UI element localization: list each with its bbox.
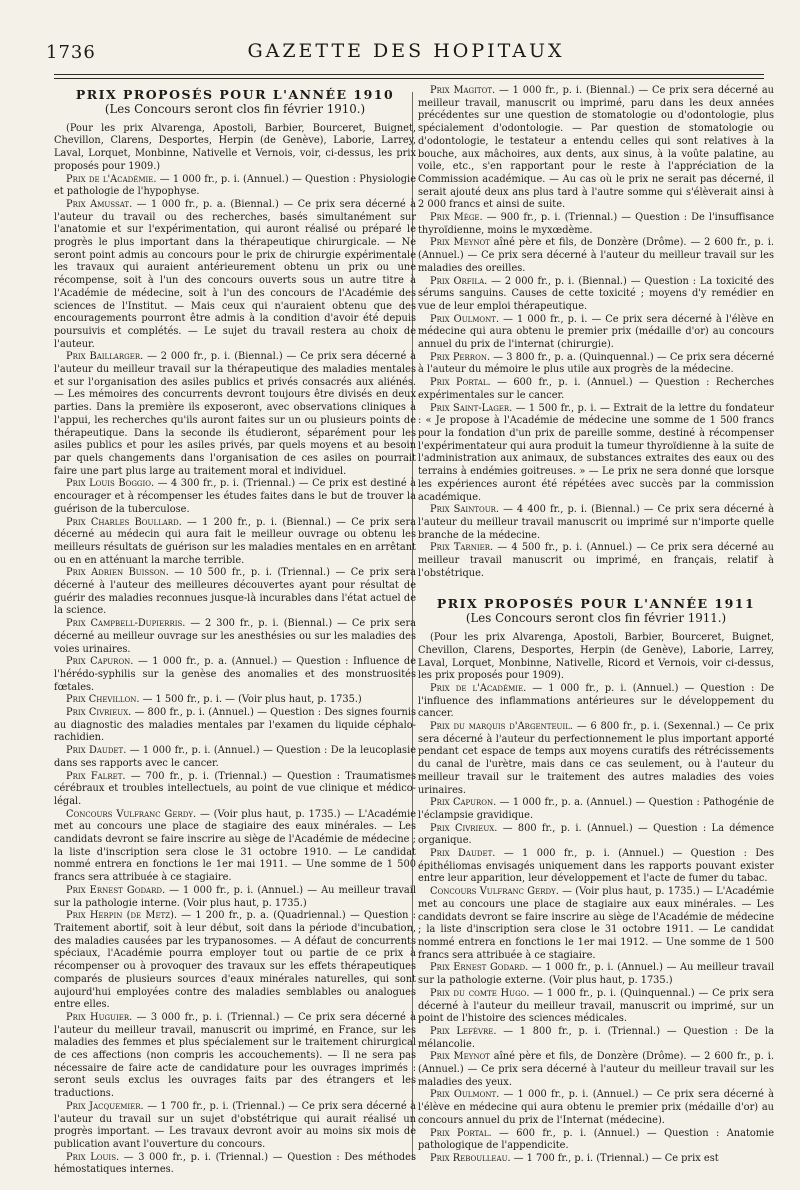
prize-entry	[418, 1128, 774, 1153]
prize-entry	[418, 352, 774, 377]
prize-entry	[418, 988, 774, 1026]
prize-text: — 3 000 fr., p. i. (Triennal.) — Question : Des méthodes hémostatiques internes.	[54, 1151, 417, 1176]
prize-entry	[54, 174, 416, 199]
prize-text: — (Voir plus haut, p. 1735.) — L'Académie met au concours une place de stagiaire des eaux minérales. — Les candidats devront se faire inscrire au siège de l'Académie de médecine ; la liste d'inscription sera close le 31 octobre 1910. — Le candidat nommé entrera en fonctions le 1er mai 1911. — Une somme de 1 500 francs sera attribuée à ce stagiaire.	[54, 808, 416, 884]
prize-name: Prix Herpin (de Metz).	[66, 910, 178, 922]
prize-name: Prix du comte Hugo.	[430, 987, 530, 999]
prize-text: aîné père et fils, de Donzère (Drôme). — 2 600 fr., p. i. (Annuel.) — Ce prix sera décerné à l'auteur du meilleur travail sur les maladies des yeux.	[418, 1051, 774, 1088]
prize-name: Prix Portal.	[430, 377, 491, 389]
prize-name: Prix Lefèvre.	[430, 1025, 497, 1037]
prize-text: — 3 800 fr., p. a. (Quinquennal.) — Ce prix sera décerné à l'auteur du mémoire le plus utile aux progrès de la médecine.	[418, 351, 774, 376]
prize-entry	[418, 1089, 774, 1127]
prize-name: Prix Daudet.	[430, 848, 496, 860]
prize-name: Prix Saint-Lager.	[430, 402, 513, 414]
intro-paragraph-1910: (Pour les prix Alvarenga, Apostoli, Barbier, Bourceret, Buignet, Chevillon, Clarens, Desportes, Herpin (de Genève), Laborie, Larrey, Laval, Lorquet, Monbinne, Nativelle et Vernois, voir, ci-dessus, les prix proposés pour 1909.)	[54, 122, 416, 172]
running-title: GAZETTE DES HOPITAUX	[247, 40, 565, 62]
prize-name: Prix Civrieux.	[66, 707, 132, 719]
prize-name: Prix Ernest Godard.	[66, 884, 166, 896]
prize-text: — 1 000 fr., p. i. (Annuel.) — Question : De la leucoplasie dans ses rapports avec le cancer.	[54, 745, 416, 769]
prize-name: Prix Baillarger.	[66, 351, 144, 363]
prize-name: Prix Tarnier.	[430, 542, 494, 554]
prize-list-1910	[54, 174, 416, 1178]
prize-text: — 3 000 fr., p. i. (Triennal.) — Ce prix sera décerné à l'auteur du meilleur travail, manuscrit ou imprimé, en France, sur les maladies des femmes et plus spécialement sur le traitement chirurgical de ces affections (non compris les accouchements). — Il ne sera pas nécessaire de faire acte de candidature pour les ouvrages imprimés : seront seuls exclus les ouvrages faits par des étrangers et les traductions.	[54, 1011, 416, 1100]
prize-text: — 1 000 fr., p. a. (Annuel.) — Question : Influence de l'hérédo-syphilis sur la genèse des anomalies et des monstruosités fœtales.	[54, 656, 417, 693]
prize-text: — 800 fr., p. i. (Annuel.) — Question : Des signes fournis au diagnostic des maladies mentales par l'examen du liquide céphalo-rachidien.	[54, 707, 416, 744]
prize-text: — 2 300 fr., p. i. (Biennal.) — Ce prix sera décerné au meilleur ouvrage sur les anesthésies ou sur les maladies des voies urinaires.	[54, 618, 416, 655]
prize-name: Prix Mège.	[430, 212, 483, 224]
prize-text: — 1 000 fr., p. i. (Annuel.) — Au meilleur travail sur la pathologie externe. (Voir plus haut, p. 1735.)	[418, 962, 774, 987]
prize-name: Prix Oulmont.	[430, 313, 500, 325]
prize-entry	[54, 910, 416, 1012]
prize-name: Prix Ernest Godard.	[430, 962, 529, 974]
prize-name: Prix du marquis d'Argenteuil.	[430, 721, 573, 733]
prize-name: Prix Louis Boggio.	[66, 478, 155, 490]
prize-name: Prix Orfila.	[430, 275, 488, 287]
prize-entry	[418, 823, 774, 848]
prize-entry	[54, 478, 416, 516]
prize-text: — 1 000 fr., p. i. (Annuel.) — Au meilleur travail sur la pathologie interne. (Voir plus haut, p. 1735.)	[54, 884, 416, 909]
prize-text: — 1 700 fr., p. i. (Triennal.) — Ce prix est	[510, 1152, 719, 1164]
prize-name: Prix Perron.	[430, 351, 491, 363]
prize-entry	[418, 504, 774, 542]
prize-name: Prix Campbell-Dupierris.	[66, 618, 186, 630]
prize-text: — 1 000 fr., p. a. (Biennal.) — Ce prix sera décerné à l'auteur du travail ou des recherches, basés simultanément sur l'anatomie et sur l'expérimentation, qui auront réalisé ou préparé le progrès le plus important dans la thérapeutique chirurgicale. — Ne seront point admis au concours pour le prix de chirurgie expérimentale les travaux qui auraient antérieurement obtenu un prix ou une récompense, soit à l'un des concours ouverts sous un autre titre à l'Académie de médecine, soit à l'un des concours de l'Académie des sciences de l'Institut. — Mais ceux qui n'auraient obtenu que des encouragements pourront être admis à la condition d'avoir été depuis poursuivis et complétés. — Le sujet du travail restera au choix de l'auteur.	[54, 198, 416, 350]
prize-entry	[54, 351, 416, 478]
prize-name: Prix Magitot.	[430, 85, 496, 96]
intro-paragraph-1911: (Pour les prix Alvarenga, Apostoli, Barbier, Bourceret, Buignet, Chevillon, Clarens, Desportes, Herpin (de Genève), Laborie, Larrey, Laval, Lorquet, Monbinne, Nativelle, Ricord et Vernois, voir ci-dessus, les prix proposés pour 1909).	[418, 632, 774, 682]
prize-entry	[418, 237, 774, 275]
prize-name: Prix Reboulleau.	[430, 1152, 511, 1164]
right-column	[418, 85, 774, 1166]
section-heading-1911: PRIX PROPOSÉS POUR L'ANNÉE 1911	[436, 596, 756, 612]
prize-name: Prix Meynot	[430, 237, 490, 249]
page-number: 1736	[46, 42, 96, 63]
prize-list-1911	[418, 683, 774, 1166]
prize-entry	[418, 276, 774, 314]
prize-text: — 700 fr., p. i. (Triennal.) — Question : Traumatismes cérébraux et troubles intellectuels, au point de vue clinique et médico-légal.	[54, 770, 416, 807]
prize-entry	[54, 618, 416, 656]
prize-text: — 6 800 fr., p. i. (Sexennal.) — Ce prix sera décerné à l'auteur du perfectionnement le plus important apporté pendant cet espace de temps aux moyens curatifs des rétrécissements du canal de l'urètre, mais dans ce cas seulement, ou à l'auteur du meilleur travail sur le traitement des autres maladies des voies urinaires.	[418, 721, 775, 796]
prize-name: Prix Louis.	[66, 1151, 120, 1163]
prize-text: — 4 300 fr., p. i. (Triennal.) — Ce prix est destiné à encourager et à récompenser les études faites dans le but de trouver la guérison de la tuberculose.	[54, 478, 416, 515]
prize-entry	[418, 797, 774, 822]
prize-text: — 1 000 fr., p. i. (Biennal.) — Ce prix sera décerné au meilleur travail, manuscrit ou imprimé, paru dans les deux années précédentes sur une question de stomatologie ou d'odontologie, plus spécialement d'odontologie. — Par question de stomatologie ou d'odontologie, le testateur a entendu celles qui sont relatives à la bouche, aux mâchoires, aux dents, aux sinus, à la voûte palatine, au voile, etc., s'en rapportant pour le reste à l'appréciation de la Commission académique. — Au cas où le prix ne serait pas décerné, il serait ajouté deux ans plus tard à l'autre somme qui s'élèverait ainsi à 2 000 francs et ainsi de suite.	[418, 85, 774, 211]
prize-entry	[418, 377, 774, 402]
prize-text: — 900 fr., p. i. (Triennal.) — Question : De l'insuffisance thyroïdienne, moins le myxœdème.	[418, 212, 774, 236]
prize-text: — 1 000 fr., p. i. (Annuel.) — Question : Des épithéliomas envisagés uniquement dans les rapports pouvant exister entre leur apparition, leur développement et l'acte de fumer du tabac.	[418, 848, 774, 885]
prize-entry	[54, 885, 416, 910]
prize-name: Prix de l'Académie.	[430, 682, 527, 694]
header-rule-thin	[54, 78, 764, 79]
deadline-note-1910: (Les Concours seront clos fin février 1910.)	[104, 102, 366, 116]
prize-text: — 1 200 fr., p. i. (Biennal.) — Ce prix sera décerné au médecin qui aura fait le meilleur ouvrage ou obtenu les meilleurs résultats de guérison sur les maladies mentales en en arrêtant ou en en atténuant la marche terrible.	[54, 516, 416, 566]
prize-name: Prix Capuron.	[66, 656, 134, 668]
prize-name: Prix Capuron.	[430, 797, 497, 809]
prize-entry	[418, 403, 774, 505]
prize-text: aîné père et fils, de Donzère (Drôme). — 2 600 fr., p. i. (Annuel.) — Ce prix sera décerné à l'auteur du meilleur travail sur les maladies des oreilles.	[418, 237, 774, 274]
prize-entry	[418, 683, 774, 721]
prize-name: Prix de l'Académie.	[66, 173, 157, 185]
prize-text: — 1 500 fr., p. i. — (Voir plus haut, p. 1735.)	[139, 694, 362, 706]
section-heading-1910: PRIX PROPOSÉS POUR L'ANNÉE 1910	[75, 87, 395, 102]
prize-name: Prix Huguier.	[66, 1011, 133, 1023]
deadline-note-1911: (Les Concours seront clos fin février 1911.)	[465, 611, 727, 626]
prize-text: — 1 000 fr., p. i. (Annuel.) — Question : Physiologie et pathologie de l'hypophyse.	[54, 173, 416, 198]
prize-entry	[54, 1012, 416, 1101]
prize-name: Prix Saintour.	[430, 504, 500, 516]
prize-entry	[54, 694, 416, 707]
prize-text: — 4 500 fr., p. i. (Annuel.) — Ce prix sera décerné au meilleur travail manuscrit ou imprimé, en français, relatif à l'obstétrique.	[418, 542, 774, 579]
prize-text: — 1 800 fr., p. i. (Triennal.) — Question : De la mélancolie.	[418, 1025, 774, 1050]
prize-text: — 800 fr., p. i. (Annuel.) — Question : La démence organique.	[418, 822, 774, 847]
prize-text: — 1 000 fr., p. i. (Annuel.) — Ce prix sera décerné à l'élève en médecine qui aura obtenu le premier prix (médaille d'or) au concours annuel du prix de l'Internat (médecine).	[418, 1089, 774, 1126]
prize-name: Prix Falret.	[66, 770, 126, 782]
prize-entry	[54, 1152, 416, 1177]
prize-name: Prix Adrien Buisson.	[66, 567, 169, 579]
prize-entry	[418, 314, 774, 352]
prize-entry	[54, 1101, 416, 1152]
prize-entry	[418, 1026, 774, 1051]
prize-text: — 2 000 fr., p. i. (Biennal.) — Ce prix sera décerné à l'auteur du meilleur travail sur la thérapeutique des maladies mentales et sur l'organisation des asiles publics et privés consacrés aux aliénés. — Les mémoires des concurrents devront toujours être divisés en deux parties. Dans la première ils exposeront, avec observations cliniques à l'appui, les recherches qu'ils auront faites sur un ou plusieurs points de thérapeutique. Dans la seconde ils étudieront, séparément pour les asiles publics et pour les asiles privés, par quels moyens et au besoin par quels changements dans l'organisation de ces asiles on pourrait faire une part plus large au traitement moral et individuel.	[54, 351, 416, 477]
prize-entry	[54, 809, 416, 885]
prize-text: — 600 fr., p. i. (Annuel.) — Question : Anatomie pathologique de l'appendicite.	[418, 1127, 774, 1152]
prize-entry	[54, 656, 416, 694]
prize-text: — 10 500 fr., p. i. (Triennal.) — Ce prix sera décerné à l'auteur des meilleures découvertes ayant pour résultat de guérir des maladies reconnues jusque-là incurables dans l'état actuel de la science.	[54, 567, 416, 617]
prize-entry	[418, 1051, 774, 1089]
prize-text: — 1 000 fr., p. i. (Annuel.) — Question : De l'influence des inflammations antérieures sur le développement du cancer.	[418, 682, 774, 720]
prize-name: Prix Portal.	[430, 1127, 492, 1139]
prize-name: Prix Chevillon.	[66, 694, 140, 706]
prize-list-1910-continued	[418, 85, 774, 580]
prize-name: Prix Daudet.	[66, 745, 127, 757]
prize-text: — 1 200 fr., p. a. (Quadriennal.) — Question : Traitement abortif, soit à leur début, soit dans la période d'incubation, des maladies causées par les trypanosomes. — A défaut de concurrents spéciaux, l'Académie pourra employer tout ou partie de ce prix à récompenser ou à provoquer des travaux sur les effets thérapeutiques comparés de plusieurs sources d'eaux minérales naturelles, qui sont aujourd'hui employées contre des maladies semblables ou analogues entre elles.	[54, 910, 416, 1011]
prize-text: — 1 000 fr., p. i. — Ce prix sera décerné à l'élève en médecine qui aura obtenu le premier prix (médaille d'or) au concours annuel du prix de l'internat (chirurgie).	[418, 313, 774, 351]
prize-entry	[54, 517, 416, 568]
prize-text: — 1 000 fr., p. i. (Quinquennal.) — Ce prix sera décerné à l'auteur du meilleur travail, manuscrit ou imprimé, sur un point de l'histoire des sciences médicales.	[418, 987, 774, 1025]
prize-name: Concours Vulfranc Gerdy.	[430, 886, 559, 898]
prize-name: Prix Amussat.	[66, 198, 133, 210]
prize-entry	[418, 848, 774, 886]
prize-entry	[418, 85, 774, 212]
prize-name: Concours Vulfranc Gerdy.	[66, 808, 197, 820]
prize-entry	[54, 567, 416, 618]
prize-text: — 1 500 fr., p. i. — Extrait de la lettre du fondateur : « Je propose à l'Académie de médecine une somme de 1 500 francs pour la fondation d'un prix de pareille somme, destiné à récompenser l'expérimentateur qui aura produit la tumeur thyroïdienne à la suite de l'administration aux animaux, de substances extraites des eaux ou des terrains à endémies goitreuses. » — Le prix ne sera donné que lorsque les expériences auront été répétées avec succès par la commission académique.	[418, 402, 774, 503]
prize-name: Prix Jacquemier.	[66, 1100, 144, 1112]
prize-text: — 1 700 fr., p. i. (Triennal.) — Ce prix sera décerné à l'auteur du travail sur un sujet d'obstétrique qui aurait réalisé un progrès important. — Les travaux devront avoir au moins six mois de publication avant l'ouverture du concours.	[54, 1100, 416, 1150]
prize-entry	[54, 707, 416, 745]
prize-entry	[54, 199, 416, 351]
prize-name: Prix Oulmont.	[430, 1089, 500, 1101]
prize-entry	[54, 745, 416, 770]
left-column	[54, 85, 416, 1177]
prize-entry	[418, 721, 774, 797]
prize-text: — 2 000 fr., p. i. (Biennal.) — Question : La toxicité des sérums sanguins. Causes de cette toxicité ; moyens d'y remédier en vue de leur emploi thérapeutique.	[418, 275, 775, 312]
prize-entry	[54, 771, 416, 809]
prize-name: Prix Meynot	[430, 1051, 490, 1063]
prize-text: — 4 400 fr., p. i. (Biennal.) — Ce prix sera décerné à l'auteur du meilleur travail manuscrit ou imprimé sur n'importe quelle branche de la médecine.	[418, 504, 775, 541]
header-rule	[54, 74, 764, 75]
prize-name: Prix Civrieux.	[430, 822, 498, 834]
prize-entry	[418, 886, 774, 962]
prize-text: — (Voir plus haut, p. 1735.) — L'Académie met au concours une place de stagiaire aux eaux minérales. — Les candidats devront se faire inscrire au siège de l'Académie de médecine ; la liste d'inscription sera close le 31 octobre 1911. — Le candidat nommé entrera en fonctions le 1er mai 1912. — Une somme de 1 500 francs sera attribuée à ce stagiaire.	[418, 886, 774, 961]
prize-text: — 600 fr., p. i. (Annuel.) — Question : Recherches expérimentales sur le cancer.	[418, 377, 774, 401]
prize-entry	[418, 962, 774, 987]
prize-entry	[418, 542, 774, 580]
prize-entry	[418, 1153, 774, 1166]
page-header	[46, 40, 766, 66]
prize-entry	[418, 212, 774, 237]
prize-name: Prix Charles Boullard.	[66, 516, 182, 528]
prize-text: — 1 000 fr., p. a. (Annuel.) — Question : Pathogénie de l'éclampsie gravidique.	[418, 797, 775, 821]
